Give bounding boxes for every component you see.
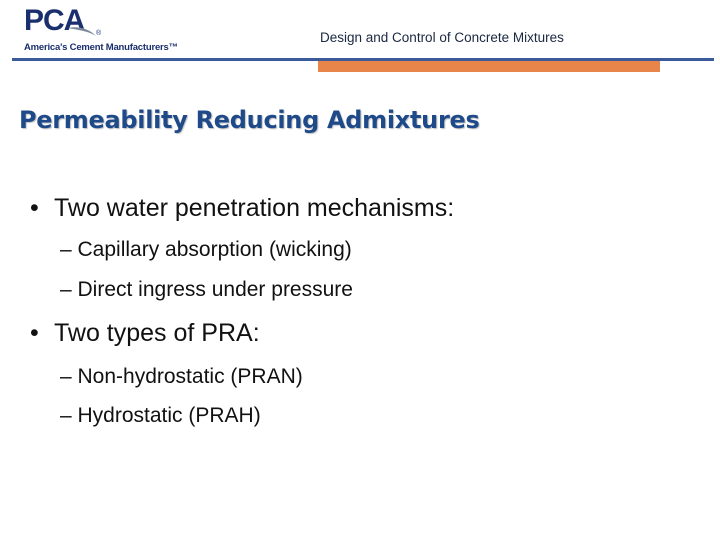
logo-mark: PCA	[24, 4, 85, 37]
bullet-dot-icon: •	[30, 319, 39, 347]
sub-bullet-item: – Non-hydrostatic (PRAN)	[60, 365, 303, 388]
document-title: Design and Control of Concrete Mixtures	[320, 30, 564, 45]
sub-bullet-item: – Direct ingress under pressure	[60, 278, 353, 301]
pca-logo	[24, 4, 184, 56]
bullet-dot-icon: •	[30, 194, 39, 222]
sub-bullet-item: – Capillary absorption (wicking)	[60, 238, 352, 261]
logo-swoosh-icon	[68, 24, 98, 38]
bullet-text: Two water penetration mechanisms:	[54, 194, 455, 222]
sub-bullet-item: – Hydrostatic (PRAH)	[60, 404, 261, 427]
bullet-text: Two types of PRA:	[54, 319, 260, 347]
header-accent-bar	[318, 61, 660, 72]
bullet-item	[30, 193, 454, 223]
logo-registered: ®	[96, 30, 102, 37]
bullet-item	[30, 318, 260, 348]
logo-tagline: America's Cement Manufacturers™	[24, 42, 178, 53]
slide-title: Permeability Reducing Admixtures	[19, 106, 480, 134]
